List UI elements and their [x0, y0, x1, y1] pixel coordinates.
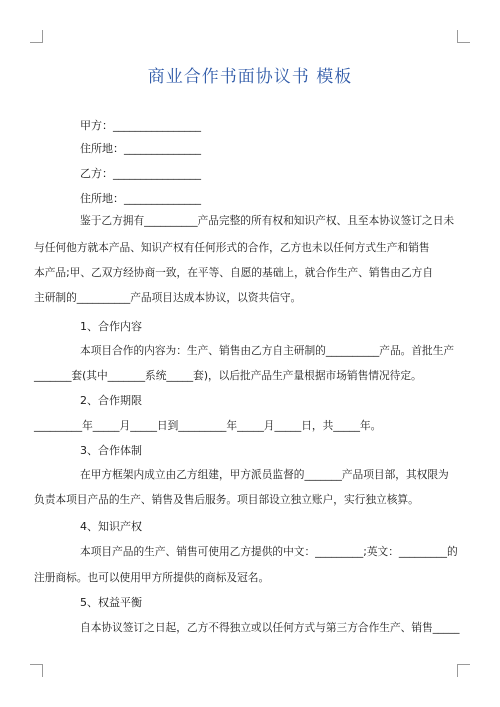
section-line: _________年_____月_____日到_________年_____月_____日，共_____年。 [34, 419, 382, 432]
section-line: _______套(其中_______系统_____套)，以后批产品生产量根据市场销售情况待定。 [34, 369, 422, 382]
section-line: 自本协议签订之日起，乙方不得独立或以任何方式与第三方合作生产、销售_____ [80, 621, 460, 634]
party-b-field: 乙方：________________ [80, 167, 201, 180]
preamble-line: 主研制的__________产品项目达成本协议，以资共信守。 [34, 291, 302, 304]
preamble-line: 本产品;甲、乙双方经协商一致，在平等、自愿的基础上，就合作生产、销售由乙方自 [34, 266, 434, 279]
preamble-line: 鉴于乙方拥有__________产品完整的所有权和知识产权、且至本协议签订之日未 [80, 214, 455, 227]
crop-mark-bottom-right [457, 664, 470, 677]
section-heading-cooperation-content: 1、合作内容 [80, 320, 142, 333]
section-line: 在甲方框架内成立由乙方组建，甲方派员监督的_______产品项目部，其权限为 [80, 468, 449, 481]
crop-mark-top-right [457, 30, 470, 43]
section-line: 本项目产品的生产、销售可使用乙方提供的中文：_________;英文：_________的 [80, 545, 458, 558]
section-heading-intellectual-property: 4、知识产权 [80, 520, 142, 533]
section-line: 本项目合作的内容为：生产、销售由乙方自主研制的__________产品。首批生产 [80, 344, 455, 357]
section-heading-rights-balance: 5、权益平衡 [80, 596, 142, 609]
section-line: 注册商标。也可以使用甲方所提供的商标及冠名。 [34, 571, 270, 584]
section-heading-cooperation-term: 2、合作期限 [80, 394, 142, 407]
party-a-field: 甲方：________________ [80, 119, 201, 132]
preamble-line: 与任何他方就本产品、知识产权有任何形式的合作，乙方也未以任何方式生产和销售 [34, 241, 430, 254]
section-line: 负责本项目产品的生产、销售及售后服务。项目部设立独立账户，实行独立核算。 [34, 493, 419, 506]
crop-mark-bottom-left [30, 664, 43, 677]
crop-mark-top-left [30, 30, 43, 43]
section-heading-cooperation-structure: 3、合作体制 [80, 444, 142, 457]
party-b-address-field: 住所地：______________ [80, 192, 201, 205]
document-title: 商业合作书面协议书 模板 [147, 67, 353, 87]
party-a-address-field: 住所地：______________ [80, 142, 201, 155]
